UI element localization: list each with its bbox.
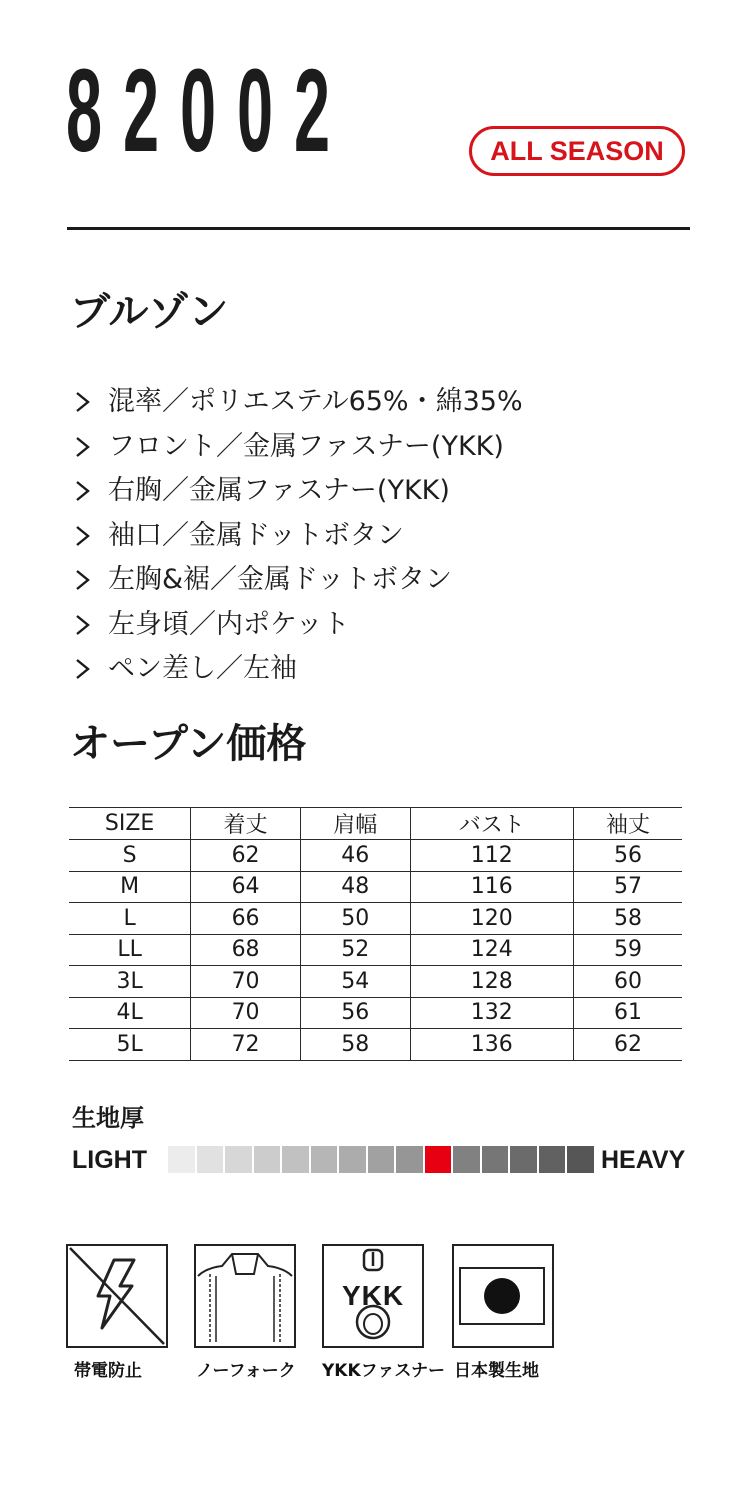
feature-text: 混率／ポリエステル65%・綿35% (108, 386, 523, 418)
thickness-segment (510, 1146, 537, 1173)
table-cell: 60 (573, 966, 682, 998)
feature-item (70, 558, 523, 603)
season-badge: ALL SEASON (469, 126, 685, 176)
table-cell: 72 (191, 1029, 301, 1061)
feature-item (70, 647, 523, 692)
column-header: 着丈 (191, 808, 301, 840)
thickness-segment (368, 1146, 395, 1173)
table-cell: 62 (573, 1029, 682, 1061)
thickness-segment (282, 1146, 309, 1173)
table-cell: 64 (191, 871, 301, 903)
product-name: ブルゾン (70, 289, 229, 335)
table-cell: 4L (69, 997, 191, 1029)
feature-text: 左胸&裾／金属ドットボタン (108, 564, 452, 596)
thickness-segment (168, 1146, 195, 1173)
feature-item (70, 425, 523, 470)
table-row (69, 966, 682, 998)
thickness-segment (482, 1146, 509, 1173)
thickness-segment-selected (425, 1146, 452, 1173)
table-row (69, 840, 682, 872)
feature-list (70, 380, 523, 692)
feature-text: 右胸／金属ファスナー(YKK) (108, 475, 450, 507)
icon-caption: ノーフォーク (196, 1361, 296, 1381)
column-header: バスト (410, 808, 573, 840)
thickness-scale (168, 1146, 594, 1173)
product-code: 82002 (66, 45, 351, 177)
feature-item (70, 380, 523, 425)
thickness-segment (254, 1146, 281, 1173)
ykk-zipper-icon (322, 1244, 424, 1348)
table-cell: 116 (410, 871, 573, 903)
chevron-right-icon (70, 478, 96, 504)
table-cell: 68 (191, 934, 301, 966)
table-cell: 128 (410, 966, 573, 998)
header-divider (67, 227, 690, 230)
thickness-segment (567, 1146, 594, 1173)
column-header: SIZE (69, 808, 191, 840)
japan-flag-icon (452, 1244, 554, 1348)
table-row (69, 934, 682, 966)
chevron-right-icon (70, 612, 96, 638)
table-cell: 70 (191, 966, 301, 998)
table-cell: 66 (191, 903, 301, 935)
size-table (69, 807, 682, 1061)
table-cell: 120 (410, 903, 573, 935)
table-cell: L (69, 903, 191, 935)
table-cell: 58 (300, 1029, 410, 1061)
table-cell: 50 (300, 903, 410, 935)
table-cell: 57 (573, 871, 682, 903)
table-cell: 132 (410, 997, 573, 1029)
table-cell: 62 (191, 840, 301, 872)
thickness-segment (396, 1146, 423, 1173)
table-cell: 124 (410, 934, 573, 966)
table-cell: 46 (300, 840, 410, 872)
icon-caption: 日本製生地 (454, 1361, 539, 1381)
light-label: LIGHT (72, 1146, 147, 1174)
feature-text: 袖口／金属ドットボタン (108, 519, 404, 551)
feature-item (70, 514, 523, 559)
chevron-right-icon (70, 389, 96, 415)
table-cell: M (69, 871, 191, 903)
icon-caption: 帯電防止 (74, 1361, 142, 1381)
feature-item (70, 469, 523, 514)
table-cell: 52 (300, 934, 410, 966)
antistatic-icon (66, 1244, 168, 1348)
table-cell: 5L (69, 1029, 191, 1061)
price-label: オープン価格 (70, 721, 307, 767)
table-cell: 56 (300, 997, 410, 1029)
column-header: 肩幅 (300, 808, 410, 840)
table-cell: 54 (300, 966, 410, 998)
thickness-segment (453, 1146, 480, 1173)
ykk-mark: YKK (341, 1280, 405, 1311)
chevron-right-icon (70, 523, 96, 549)
table-row (69, 997, 682, 1029)
table-cell: 136 (410, 1029, 573, 1061)
no-fork-icon (194, 1244, 296, 1348)
table-cell: 58 (573, 903, 682, 935)
fabric-thickness-label: 生地厚 (72, 1104, 144, 1132)
icon-caption: YKKファスナー (322, 1361, 445, 1381)
table-cell: 112 (410, 840, 573, 872)
table-cell: 61 (573, 997, 682, 1029)
table-cell: 3L (69, 966, 191, 998)
feature-text: ペン差し／左袖 (108, 653, 297, 685)
thickness-segment (339, 1146, 366, 1173)
feature-text: フロント／金属ファスナー(YKK) (108, 430, 504, 462)
feature-item (70, 603, 523, 648)
chevron-right-icon (70, 656, 96, 682)
thickness-segment (197, 1146, 224, 1173)
table-cell: 70 (191, 997, 301, 1029)
table-header-row (69, 808, 682, 840)
table-row (69, 871, 682, 903)
column-header: 袖丈 (573, 808, 682, 840)
thickness-segment (311, 1146, 338, 1173)
chevron-right-icon (70, 567, 96, 593)
thickness-segment (225, 1146, 252, 1173)
chevron-right-icon (70, 434, 96, 460)
table-cell: 59 (573, 934, 682, 966)
table-row (69, 1029, 682, 1061)
heavy-label: HEAVY (601, 1146, 686, 1174)
table-cell: 48 (300, 871, 410, 903)
thickness-segment (539, 1146, 566, 1173)
table-cell: 56 (573, 840, 682, 872)
table-cell: LL (69, 934, 191, 966)
table-row (69, 903, 682, 935)
table-cell: S (69, 840, 191, 872)
feature-text: 左身頃／内ポケット (108, 608, 350, 640)
